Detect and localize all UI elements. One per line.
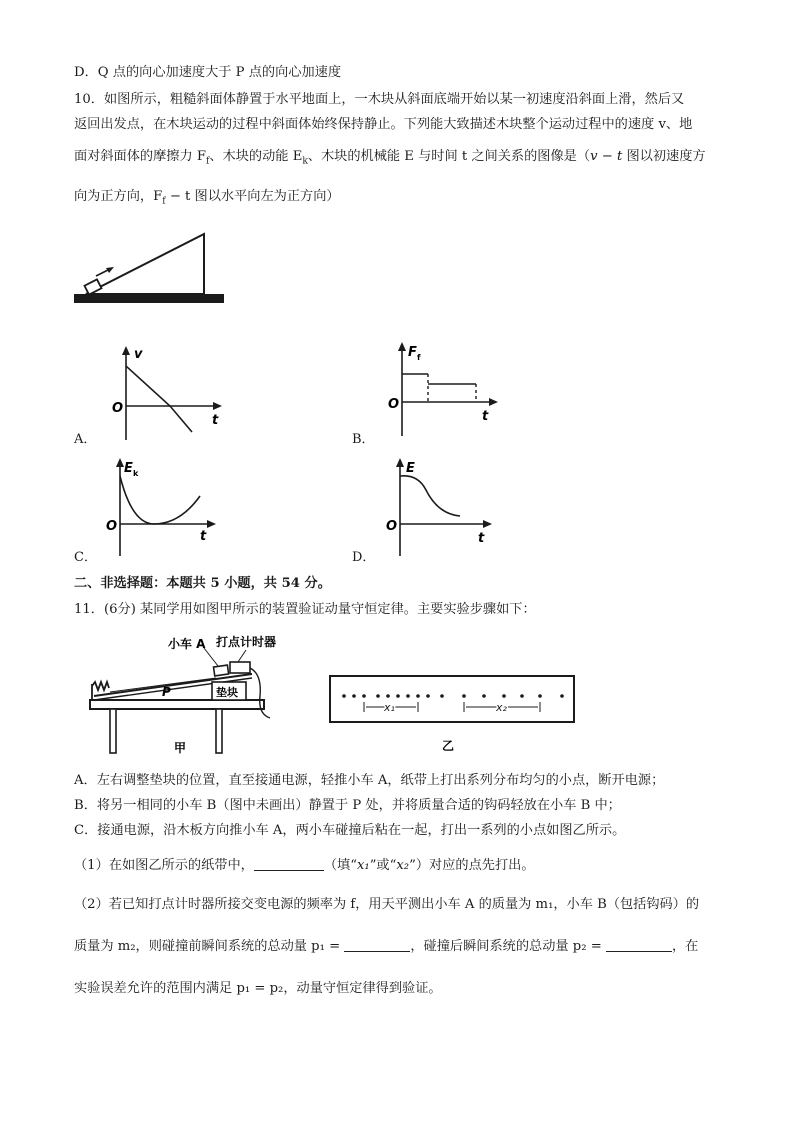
graph-d bbox=[384, 456, 504, 560]
q10-line-4 bbox=[74, 188, 340, 211]
cart-a-label: 小车 A bbox=[168, 637, 206, 651]
x-axis-arrow-icon bbox=[213, 402, 222, 410]
q11-step-c: C．接通电源，沿木板方向推小车 A，两小车碰撞后粘在一起，打出一系列的小点如图乙所示。 bbox=[74, 823, 626, 838]
figure-yi-caption: 乙 bbox=[442, 739, 455, 753]
graph-c-x-label: t bbox=[200, 529, 207, 544]
graph-d-y-label: E bbox=[406, 461, 415, 476]
q11-p1-answer-blank[interactable] bbox=[344, 937, 410, 952]
figure-jia-caption: 甲 bbox=[174, 741, 187, 755]
table-leg-left bbox=[110, 709, 116, 753]
cart-leader-line bbox=[204, 648, 218, 666]
graph-a bbox=[106, 344, 236, 444]
graph-c-y-sub: k bbox=[133, 469, 139, 478]
q11-p2-d: ，在 bbox=[671, 939, 699, 954]
q10-sub-k: k bbox=[302, 156, 308, 167]
q11-p2-answer-blank[interactable] bbox=[606, 937, 672, 952]
q10-line-3 bbox=[74, 148, 706, 171]
y-axis-arrow-icon bbox=[396, 458, 404, 467]
table-top bbox=[90, 700, 264, 709]
table-leg-right bbox=[216, 709, 222, 753]
x-axis-arrow-icon bbox=[483, 520, 492, 528]
graph-b-x-label: t bbox=[482, 409, 489, 424]
wood-block bbox=[84, 279, 101, 294]
graph-b-y-sub: f bbox=[417, 353, 421, 362]
x-axis-arrow-icon bbox=[489, 398, 498, 406]
q11-step-a: A．左右调整垫块的位置，直至接通电源，轻推小车 A，纸带上打出系列分布均匀的小点，断开电源； bbox=[74, 773, 665, 788]
timer-wire bbox=[250, 668, 270, 718]
q11-p1-d: ”）对应的点先打出。 bbox=[409, 858, 535, 873]
q10-sub-f: f bbox=[206, 156, 210, 167]
graph-c-y-label: E bbox=[124, 461, 133, 476]
q11-part-2-line-3: 实验误差允许的范围内满足 p₁ = p₂，动量守恒定律得到验证。 bbox=[74, 981, 442, 996]
graph-a-y-label: v bbox=[134, 347, 143, 362]
ground-bar bbox=[74, 294, 224, 303]
q10-line4-part-b: − t 图以水平向左为正方向） bbox=[165, 189, 340, 204]
pad-block-label: 垫块 bbox=[216, 686, 238, 699]
q11-p2-b: 质量为 m₂，则碰撞前瞬间系统的总动量 p₁ = bbox=[74, 939, 345, 954]
option-d-label: D． bbox=[352, 550, 376, 565]
q11-part1-answer-blank[interactable] bbox=[254, 856, 324, 871]
paper-tape bbox=[330, 676, 574, 722]
q10-line3-part-e: 图以初速度方 bbox=[622, 149, 706, 164]
q10-line-1: 10．如图所示，粗糙斜面体静置于水平地面上，一木块从斜面底端开始以某一初速度沿斜面上滑，然后又 bbox=[74, 92, 685, 107]
q10-line3-part-a: 面对斜面体的摩擦力 F bbox=[74, 149, 207, 164]
q10-line-2: 返回出发点，在木块运动的过程中斜面体始终保持静止。下列能大致描述木块整个运动过程中的速度 v、地 bbox=[74, 117, 693, 132]
q11-p1-a: （1）在如图乙所示的纸带中， bbox=[74, 858, 254, 873]
dot-timer bbox=[230, 662, 250, 673]
y-axis-arrow-icon bbox=[116, 458, 124, 467]
q11-part-2-line-2 bbox=[74, 937, 698, 956]
kinetic-energy-curve bbox=[120, 476, 200, 524]
graph-a-x-label: t bbox=[212, 413, 219, 428]
apparatus-figure-jia bbox=[76, 630, 286, 758]
tape-figure-yi bbox=[326, 674, 576, 758]
x-axis-arrow-icon bbox=[207, 520, 216, 528]
graph-a-origin: O bbox=[112, 401, 124, 416]
section-2-title: 二、非选择题：本题共 5 小题，共 54 分。 bbox=[74, 576, 331, 591]
q10-line4-part-a: 向为正方向，F bbox=[74, 189, 163, 204]
q11-intro: 11．(6分) 某同学用如图甲所示的装置验证动量守恒定律。主要实验步骤如下： bbox=[74, 602, 536, 617]
graph-c-origin: O bbox=[106, 519, 118, 534]
option-a-label: A． bbox=[74, 432, 97, 447]
mechanical-energy-curve bbox=[400, 476, 460, 516]
q11-step-b: B．将另一相同的小车 B（图中未画出）静置于 P 处，并将质量合适的钩码轻放在小车 B 中； bbox=[74, 798, 621, 813]
q11-p1-x2: x₂ bbox=[396, 858, 410, 873]
tape-x2-label: x₂ bbox=[496, 701, 507, 714]
tape-x1-label: x₁ bbox=[384, 701, 395, 714]
incline-triangle bbox=[86, 234, 204, 294]
q10-sub-f-2: f bbox=[162, 196, 166, 207]
timer-leader-line bbox=[238, 650, 246, 662]
spring-stop-icon bbox=[92, 682, 109, 700]
cart-a bbox=[214, 665, 229, 676]
incline-figure bbox=[72, 228, 232, 312]
q11-p1-b: （填“ bbox=[323, 858, 357, 873]
q11-p2-c: ，碰撞后瞬间系统的总动量 p₂ = bbox=[410, 939, 606, 954]
graph-d-x-label: t bbox=[478, 531, 485, 546]
y-axis-arrow-icon bbox=[398, 342, 406, 351]
y-axis-arrow-icon bbox=[122, 346, 130, 355]
graph-b bbox=[382, 340, 512, 440]
option-b-label: B． bbox=[352, 432, 375, 447]
graph-c bbox=[104, 456, 230, 560]
timer-label: 打点计时器 bbox=[216, 635, 277, 649]
graph-b-origin: O bbox=[388, 397, 400, 412]
option-c-label: C． bbox=[74, 550, 97, 565]
point-p-label: P bbox=[162, 685, 171, 699]
velocity-curve bbox=[126, 366, 192, 432]
q10-line3-part-c: 、木块的机械能 E 与时间 t 之间关系的图像是（ bbox=[307, 149, 591, 164]
graph-b-y-label: F bbox=[408, 345, 417, 360]
q9-option-d: D．Q 点的向心加速度大于 P 点的向心加速度 bbox=[74, 65, 342, 80]
q11-p1-c: ”或“ bbox=[369, 858, 397, 873]
q11-part-2-line-1: （2）若已知打点计时器所接交变电源的频率为 f，用天平测出小车 A 的质量为 m₁，小车 B（包括钩码）的 bbox=[74, 897, 700, 912]
q10-vt-label: v − t bbox=[590, 149, 623, 164]
graph-d-origin: O bbox=[386, 519, 398, 534]
q11-part-1 bbox=[74, 856, 535, 875]
q11-p1-x1: x₁ bbox=[356, 858, 370, 873]
q10-line3-part-b: 、木块的动能 E bbox=[209, 149, 303, 164]
